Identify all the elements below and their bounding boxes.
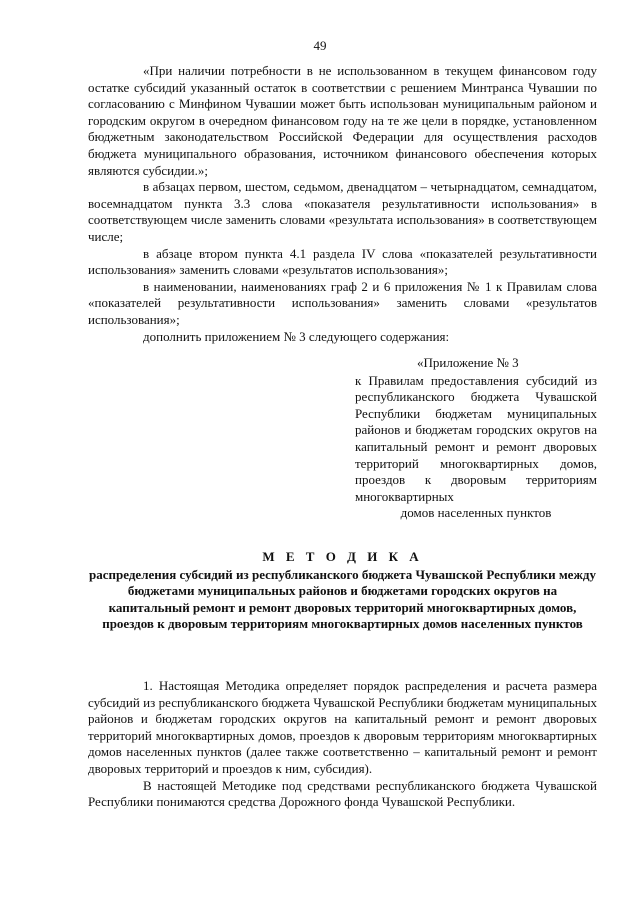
- methodology-paragraph: В настоящей Методике под средствами республиканского бюджета Чувашской Республики понимаются средства Дорожного фонда Чувашской Республики.: [88, 777, 597, 810]
- amendment-paragraph: в абзаце втором пункта 4.1 раздела IV слова «показателей результативности использования» заменить словами «результатов использования»;: [88, 245, 597, 278]
- appendix-description: [355, 373, 597, 522]
- appendix-header: [355, 355, 597, 522]
- amendment-paragraph: дополнить приложением № 3 следующего содержания:: [143, 328, 450, 344]
- page-number: 49: [313, 38, 327, 53]
- amendments-section: [88, 63, 597, 345]
- amendment-paragraph: «При наличии потребности в не использованном в текущем финансовом году остатке субсидий указанный остаток в соответствии с решением Минтранса Чувашии по согласованию с Минфином Чувашии может быть использован муниципальным районом и городским округом в очередном финансовом году на те же цели в порядке, установленном бюджетным законодательством Российской Федерации для осуществления расходов бюджета муниципального образования, источником финансового обеспечения которых являются субсидии.»;: [88, 63, 597, 178]
- methodology-subtitle: распределения субсидий из республиканского бюджета Чувашской Республики между бюджетами муниципальных районов и бюджетами городских округов на капитальный ремонт и ремонт дворовых территорий многоквартирных домов, проездов к дворовым территориям многоквартирных домов населенных пунктов: [89, 566, 596, 632]
- appendix-title: «Приложение № 3: [417, 355, 519, 370]
- methodology-title: М Е Т О Д И К А: [262, 549, 423, 564]
- methodology-heading: [88, 549, 597, 633]
- amendment-paragraph: в наименовании, наименованиях граф 2 и 6 приложения № 1 к Правилам слова «показателей результативности использования» заменить словами «результатов использования»;: [88, 278, 597, 327]
- appendix-description-text: к Правилам предоставления субсидий из республиканского бюджета Чувашской Республики бюджетам муниципальных районов и бюджетам городских округов на капитальный ремонт и ремонт дворовых территорий многоквартирных домов, проездов к дворовым территориям многоквартирных: [355, 372, 597, 504]
- appendix-description-last-line: домов населенных пунктов: [400, 505, 552, 521]
- amendment-paragraph: в абзацах первом, шестом, седьмом, двенадцатом – четырнадцатом, семнадцатом, восемнадцатом пункта 3.3 слова «показателя результативности использования» в соответствующем числе заменить словами «результата использования» в соответствующем числе;: [88, 179, 597, 244]
- methodology-paragraph: 1. Настоящая Методика определяет порядок распределения и расчета размера субсидий из республиканского бюджета Чувашской Республики бюджетам муниципальных районов и бюджетам городских округов на капитальный ремонт и ремонт дворовых территорий многоквартирных домов, проездов к дворовым территориям многоквартирных домов населенных пунктов (далее также соответственно – капитальный ремонт и ремонт дворовых территорий и проездов к ним, субсидия).: [88, 678, 597, 776]
- methodology-section: [88, 678, 597, 811]
